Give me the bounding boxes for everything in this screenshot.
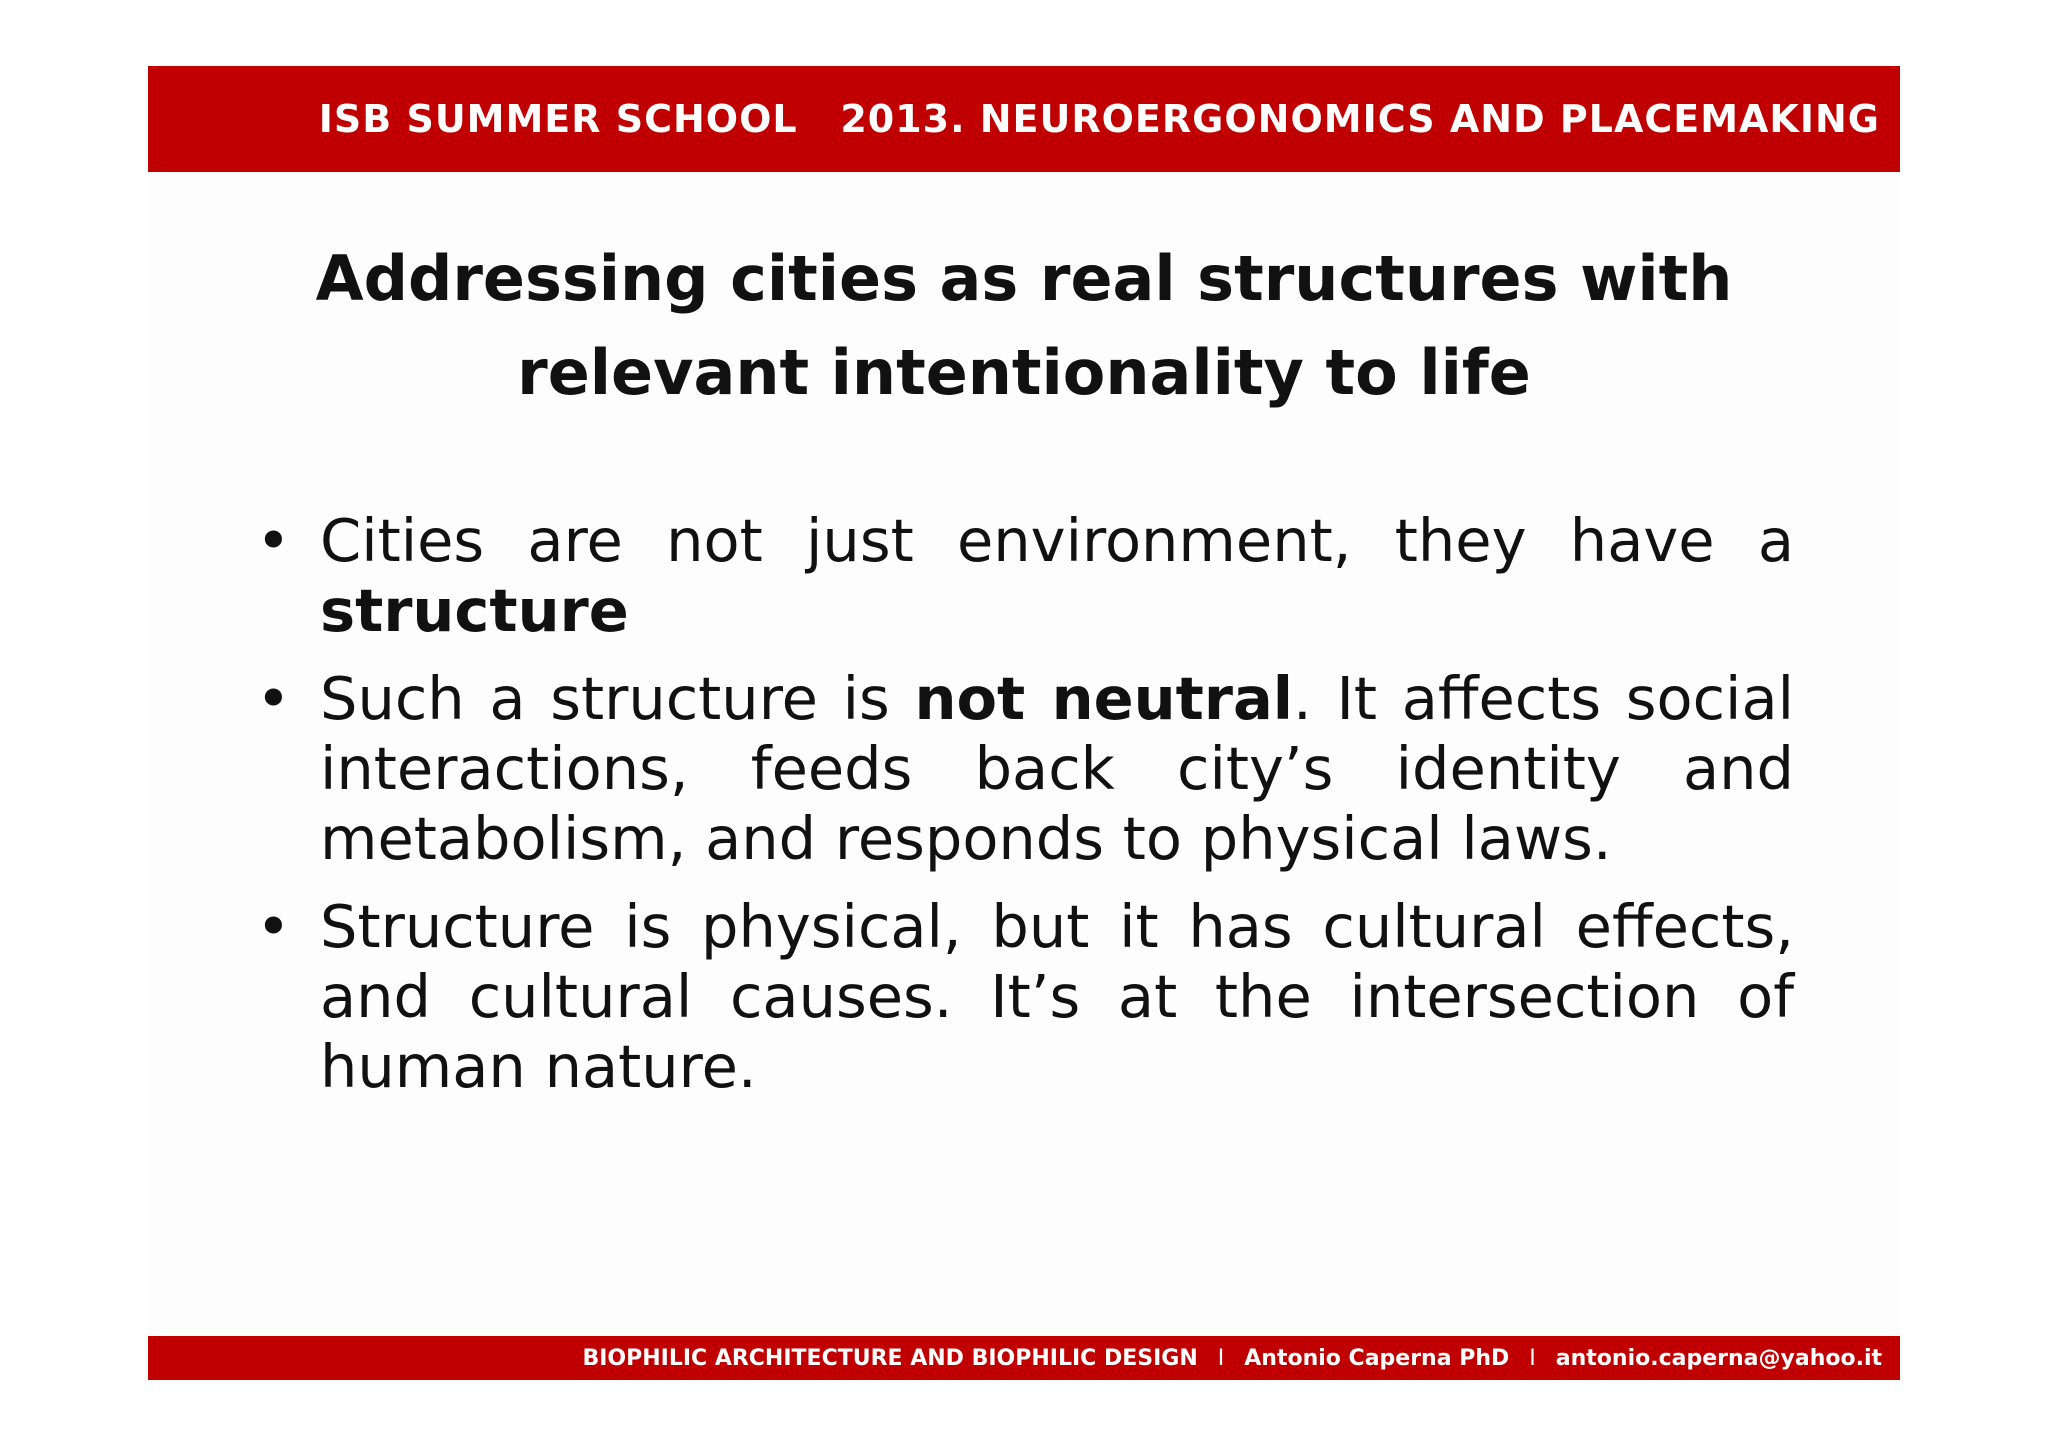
footer-course: BIOPHILIC ARCHITECTURE AND BIOPHILIC DESIGN: [582, 1345, 1198, 1371]
footer-bar: [148, 1336, 1900, 1380]
slide-title-line-2: relevant intentionality to life: [517, 336, 1531, 409]
bullet-icon: •: [256, 892, 291, 961]
bullet-item: [250, 664, 1794, 874]
slide-title-line-1: Addressing cities as real structures with: [315, 242, 1733, 315]
footer-separator: I: [1217, 1345, 1225, 1371]
bullet-text: Cities are not just environment, they have a: [320, 506, 1794, 575]
footer-author: Antonio Caperna PhD: [1244, 1345, 1510, 1371]
bullet-item: [250, 892, 1794, 1102]
footer-email: antonio.caperna@yahoo.it: [1555, 1345, 1882, 1371]
bullet-text: Such a structure is: [320, 664, 915, 733]
bullet-text: Structure is physical, but it has cultural effects, and cultural causes. It’s at the intersection of human nature.: [320, 892, 1794, 1101]
header-bar: [148, 66, 1900, 172]
bullet-text: . It affects social interactions, feeds back city’s identity and metabolism, and responds to physical laws.: [320, 664, 1794, 873]
bullet-item: [250, 506, 1794, 646]
bullet-list: [250, 506, 1794, 1120]
bullet-icon: •: [256, 664, 291, 733]
header-text: ISB SUMMER SCHOOL 2013. NEUROERGONOMICS AND PLACEMAKING: [318, 97, 1880, 141]
slide-title: [300, 232, 1748, 420]
footer-separator: I: [1529, 1345, 1536, 1371]
bullet-bold-text: not neutral: [914, 664, 1294, 733]
bullet-icon: •: [256, 506, 291, 575]
bullet-bold-text: structure: [320, 576, 629, 645]
